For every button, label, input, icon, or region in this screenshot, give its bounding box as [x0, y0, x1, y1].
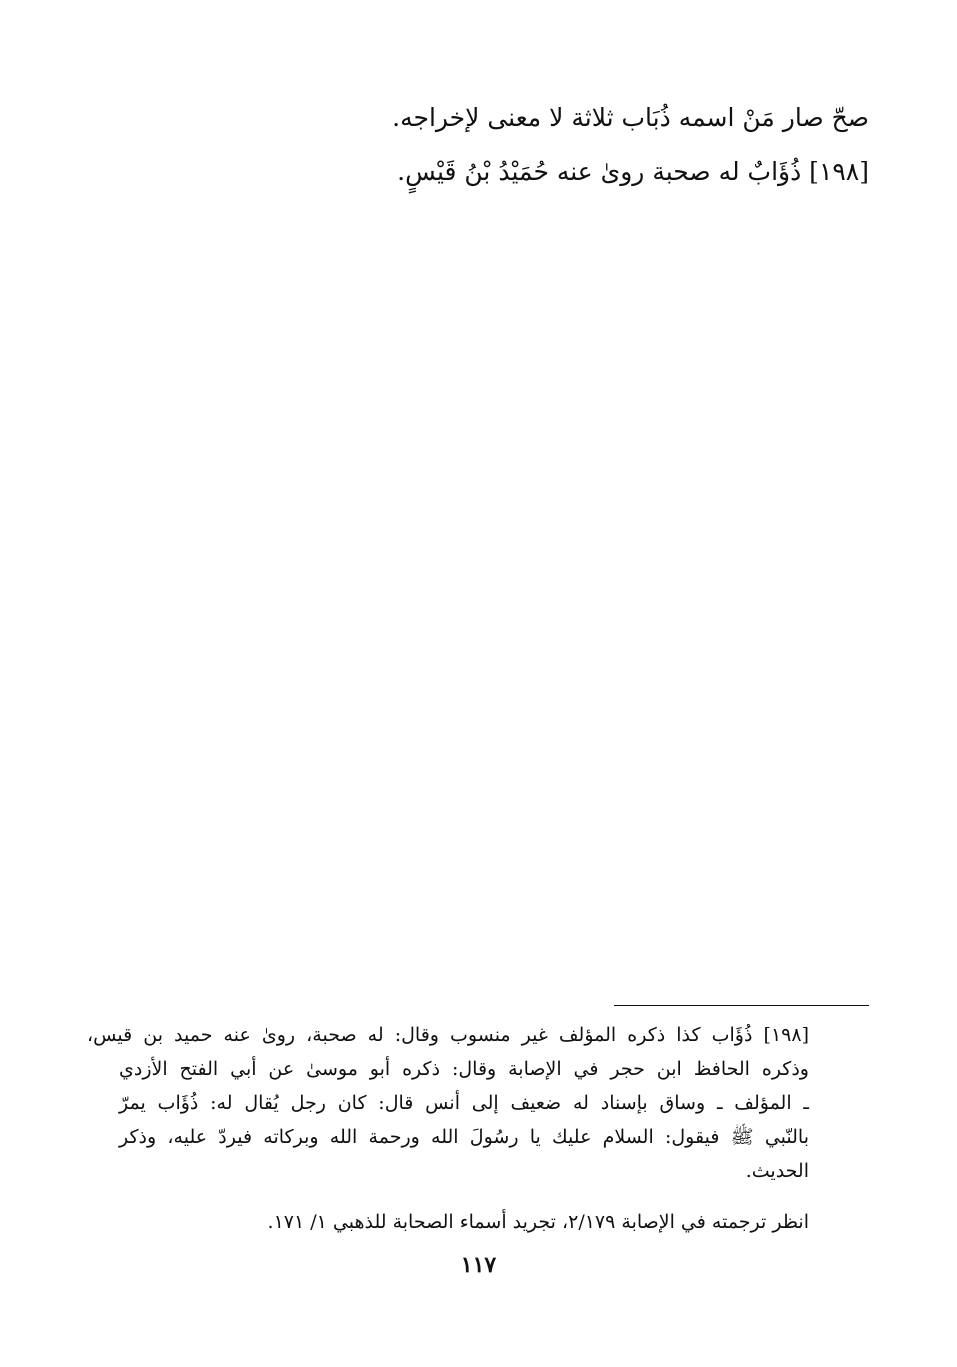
footnote-line-5: الحديث. [745, 1160, 809, 1182]
footnote-line-1-text: ذُؤَاب كذا ذكره المؤلف غير منسوب وقال: له صحبة، روىٰ عنه حميد بن قيس، [87, 1024, 753, 1046]
footnote-line-2: وذكره الحافظ ابن حجر في الإصابة وقال: ذكره أبو موسىٰ عن أبي الفتح الأزدي [119, 1058, 809, 1080]
footnote-number: [١٩٨] [763, 1024, 809, 1046]
footnote-reference: انظر ترجمته في الإصابة ٢/١٧٩، تجريد أسماء الصحابة للذهبي ١/ ١٧١. [267, 1211, 809, 1233]
entry-198-line: [١٩٨] ذُؤَابٌ له صحبة روىٰ عنه حُمَيْدُ بْنُ قَيْسٍ. [397, 157, 869, 186]
footnote-line-4: بالنّبي ﷺ فيقول: السلام عليك يا رسُولَ الله ورحمة الله وبركاته فيردّ عليه، وذكر [119, 1126, 809, 1148]
page-number: ١١٧ [460, 1252, 497, 1278]
footnote-separator [614, 1005, 869, 1006]
main-text-line-1: صحّ صار مَنْ اسمه ذُبَاب ثلاثة لا معنى لإخراجه. [392, 103, 869, 132]
footnote-line-1 [87, 1020, 809, 1050]
footnote-line-3: ـ المؤلف ـ وساق بإسناد له ضعيف إلى أنس قال: كان رجل يُقال له: ذُؤَاب يمرّ [119, 1092, 809, 1114]
